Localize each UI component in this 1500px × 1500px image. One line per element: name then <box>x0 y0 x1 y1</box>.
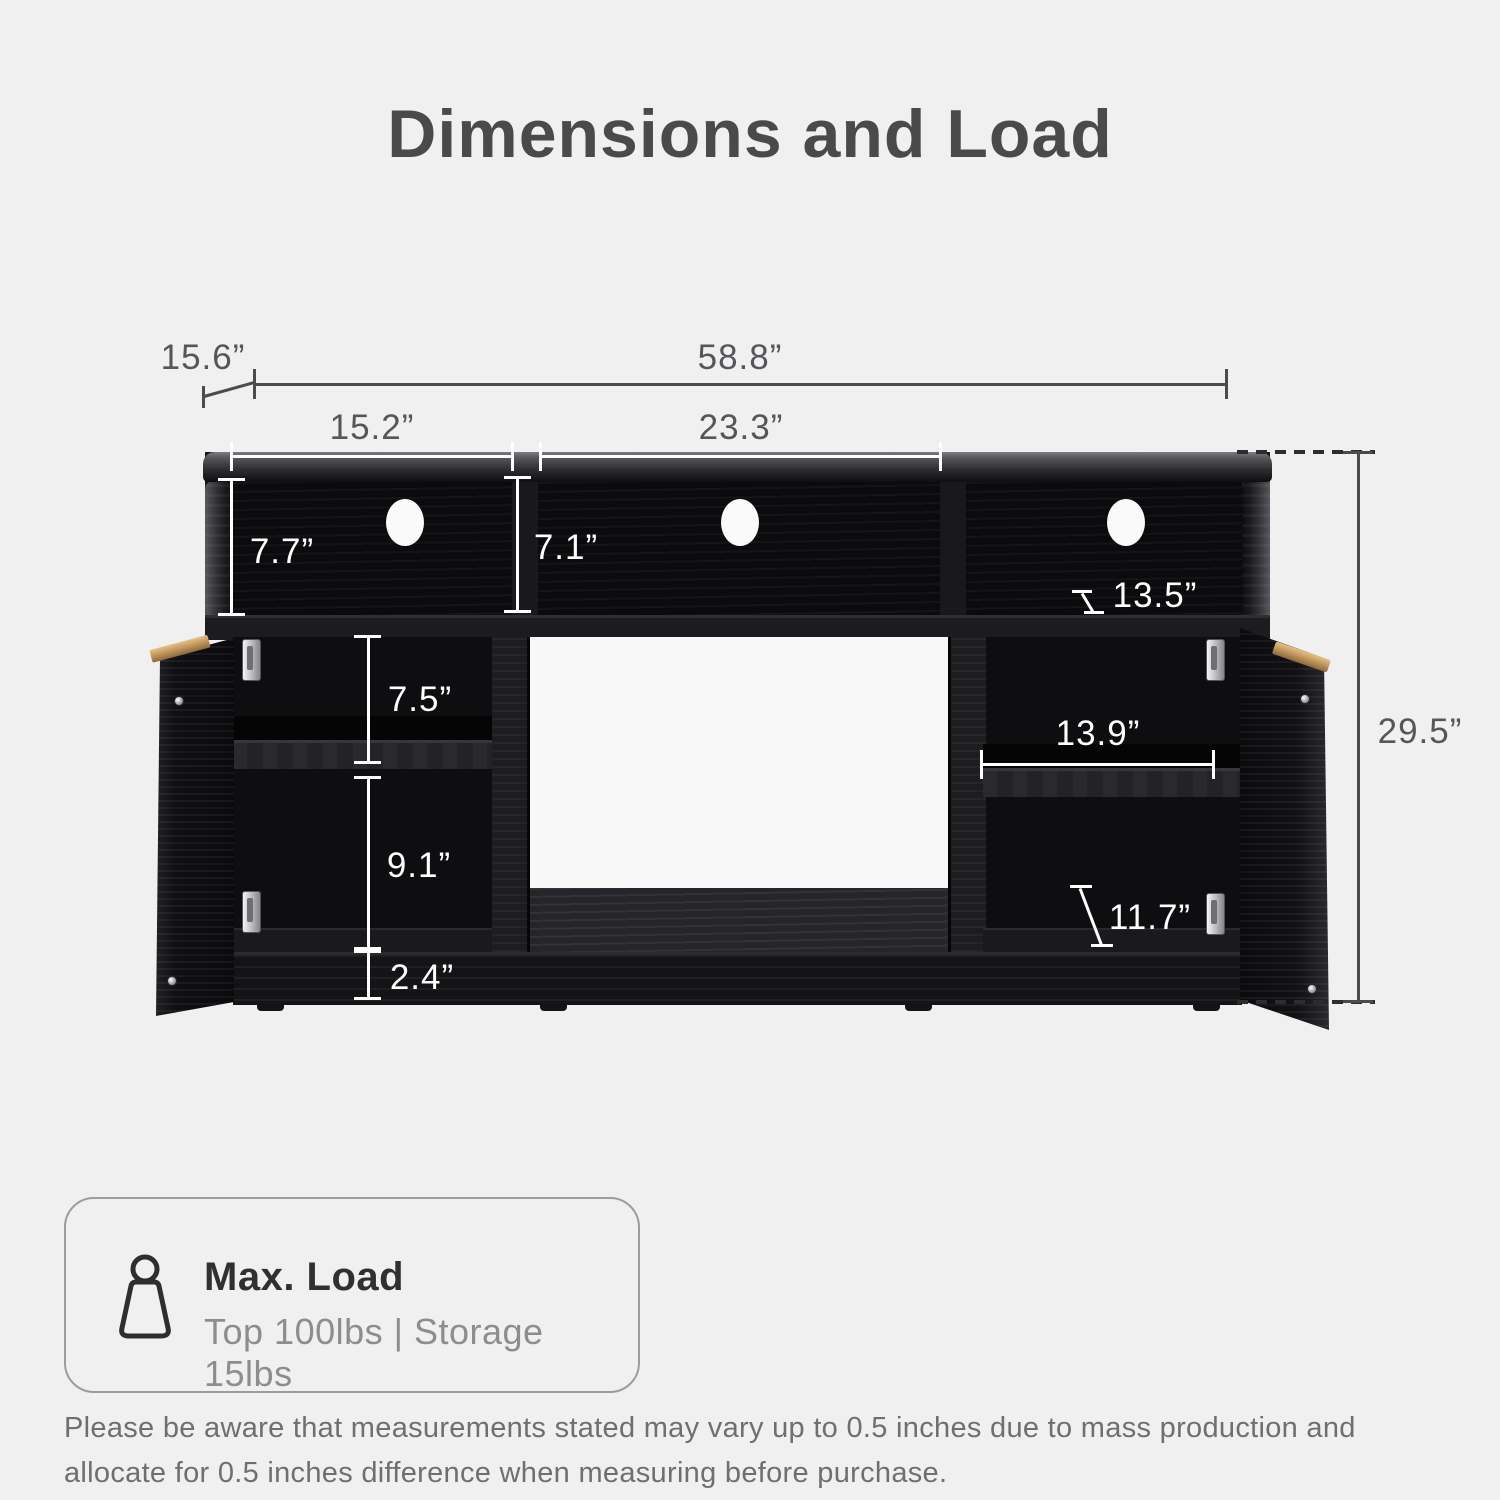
door-screw <box>1307 984 1317 994</box>
middle-right-post <box>948 637 986 952</box>
dim-tick <box>504 610 531 613</box>
dim-lower-compartment-height-label: 9.1” <box>386 846 452 885</box>
right-door-hinge-top <box>1206 639 1225 681</box>
dim-overall-height-label: 29.5” <box>1377 712 1463 751</box>
dim-tick <box>354 635 381 638</box>
foot <box>905 1002 932 1011</box>
dim-tick <box>354 997 381 1000</box>
dim-tick <box>1343 1000 1373 1003</box>
dim-left-cubby-width-label: 15.2” <box>329 408 415 447</box>
dim-line <box>1357 452 1360 1002</box>
dim-line <box>367 636 370 764</box>
left-cabinet-shelf <box>233 740 492 769</box>
dim-line <box>516 477 519 613</box>
dim-line <box>981 763 1215 766</box>
dim-tick <box>354 776 381 779</box>
cable-hole-middle <box>721 499 759 546</box>
left-shelf-shadow <box>233 716 492 740</box>
dim-tick <box>939 442 942 471</box>
door-screw <box>174 696 184 706</box>
left-door <box>148 634 238 1026</box>
dim-tick <box>980 750 983 779</box>
dim-cabinet-depth-label: 11.7” <box>1108 898 1192 937</box>
right-door-group <box>1236 622 1332 1034</box>
weight-icon <box>112 1253 178 1345</box>
dim-middle-cubby-width-label: 23.3” <box>698 408 784 447</box>
right-door <box>1236 622 1332 1034</box>
max-load-card <box>64 1197 640 1393</box>
cable-hole-left <box>386 499 424 546</box>
cable-hole-right <box>1107 499 1145 546</box>
dim-tick <box>230 442 233 471</box>
left-door-group <box>148 634 238 1026</box>
right-cubby-interior <box>966 482 1242 615</box>
disclaimer-text: Please be aware that measurements stated may vary up to 0.5 inches due to mass production and allocate for 0.5 inches difference when measuring before purchase. <box>64 1412 1356 1489</box>
dim-tick <box>1091 944 1113 947</box>
dim-tick <box>511 442 514 471</box>
dim-tick <box>218 613 245 616</box>
max-load-title: Max. Load <box>204 1255 405 1299</box>
lower-section <box>233 637 1242 1002</box>
dim-tick <box>218 478 245 481</box>
dim-tick <box>504 476 531 479</box>
door-screw <box>167 976 177 986</box>
dim-left-cubby-height-label: 7.7” <box>249 532 315 571</box>
dim-overall-width-label: 58.8” <box>697 338 783 377</box>
dim-line <box>230 479 233 616</box>
foot <box>257 1002 284 1011</box>
foot <box>1193 1002 1220 1011</box>
plinth-front <box>233 952 1242 1005</box>
dim-tick <box>1212 750 1215 779</box>
dim-upper-compartment-height-label: 7.5” <box>387 680 453 719</box>
dim-line <box>254 383 1227 386</box>
left-door-hinge-top <box>242 639 261 681</box>
middle-left-post <box>492 637 530 952</box>
dim-line <box>540 455 942 458</box>
middle-open-space <box>527 637 948 888</box>
dim-tick <box>253 369 256 399</box>
dim-tick <box>354 950 381 953</box>
foot <box>540 1002 567 1011</box>
dim-right-shelf-width-label: 13.9” <box>1055 714 1141 753</box>
hutch-right-post <box>1242 480 1270 637</box>
dim-line <box>231 455 514 458</box>
dim-base-height-label: 2.4” <box>389 958 455 997</box>
max-load-details: Top 100lbs | Storage 15lbs <box>204 1311 544 1394</box>
door-screw <box>1300 694 1310 704</box>
dim-line <box>367 951 370 999</box>
dim-top-depth-label: 15.6” <box>160 338 246 377</box>
dim-tick <box>1225 369 1228 399</box>
dim-line <box>367 777 370 950</box>
dim-cubby-depth-label: 13.5” <box>1112 576 1198 615</box>
dim-tick <box>354 761 381 764</box>
hutch-section <box>205 452 1270 637</box>
page-title: Dimensions and Load <box>387 96 1113 172</box>
dim-tick <box>1343 451 1373 454</box>
dim-tick <box>539 442 542 471</box>
right-door-hinge-bottom <box>1206 893 1225 935</box>
dim-tick <box>1084 611 1104 614</box>
left-door-hinge-bottom <box>242 891 261 933</box>
plinth-top-surface <box>527 888 948 952</box>
right-cabinet-shelf <box>983 768 1242 797</box>
dim-middle-cubby-height-label: 7.1” <box>533 528 599 567</box>
